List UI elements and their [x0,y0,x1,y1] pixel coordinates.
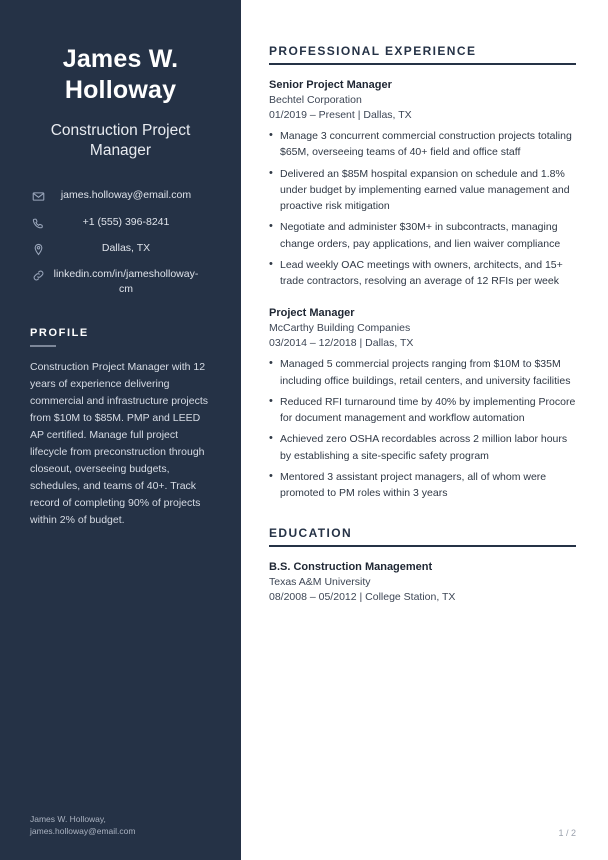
contact-item-linkedin [30,267,211,297]
education-meta: 08/2008 – 05/2012 | College Station, TX [269,590,456,603]
profile-heading: PROFILE [30,327,89,340]
main-content [241,0,608,860]
contact-item-email [30,188,211,203]
education-heading: EDUCATION [269,525,353,540]
envelope-icon [30,188,46,203]
contact-email-text[interactable]: james.holloway@email.com [60,189,192,202]
education-section [269,526,576,603]
job-title: Senior Project Manager [269,79,392,91]
job-bullet: • Mentored 3 assistant project managers, all of whom were promoted to PM roles within 3 years [269,469,576,502]
job-entry [269,79,576,289]
experience-heading-rule [269,63,576,65]
footer-name: James W. Holloway, [30,813,106,824]
job-company: McCarthy Building Companies [269,322,411,335]
contact-item-location [30,241,211,256]
education-heading-rule [269,545,576,547]
link-icon [30,267,46,282]
experience-section [269,44,576,502]
job-bullets [269,128,576,289]
job-bullet: • Negotiate and administer $30M+ in subcontracts, managing change orders, pay applications, and lien waiver compliance [269,219,576,252]
contact-phone-text[interactable]: +1 (555) 396-8241 [82,215,170,228]
profile-text: Construction Project Manager with 12 years of experience delivering commercial and infrastructure projects from $10M to $85M. PMP and LEED AP certified. Manage full project lifecycle from preconstruction through closeout, overseeing budgets, schedules, and teams of 40+. Track record of completing 90% of projects within 2% of budget. [30,361,208,527]
contact-item-phone [30,215,211,230]
job-title: Project Manager [269,307,355,320]
job-bullet: • Achieved zero OSHA recordables across 2 million labor hours by establishing a site-specific safety program [269,431,576,464]
education-school: Texas A&M University [269,575,371,588]
profile-heading-rule [30,345,56,347]
experience-heading: PROFESSIONAL EXPERIENCE [269,44,477,58]
job-meta: 03/2014 – 12/2018 | Dallas, TX [269,337,414,350]
candidate-name: James W. Holloway [62,45,179,105]
education-entry [269,561,576,603]
sidebar [0,0,241,860]
job-bullet: • Delivered an $85M hospital expansion on schedule and 1.8% under budget by implementing earned value management and proactive risk mitigation [269,166,576,215]
job-bullet: • Lead weekly OAC meetings with owners, architects, and 15+ trade contractors, resolving an average of 12 RFIs per week [269,257,576,290]
job-company: Bechtel Corporation [269,94,362,106]
job-meta: 01/2019 – Present | Dallas, TX [269,109,412,121]
contact-list [30,188,211,297]
job-bullet: • Reduced RFI turnaround time by 40% by implementing Procore for document management and workflow automation [269,394,576,427]
page-number: 1 / 2 [558,828,576,838]
contact-location-text: Dallas, TX [101,241,151,254]
phone-icon [30,215,46,230]
job-bullet: • Manage 3 concurrent commercial construction projects totaling $65M, overseeing teams of 40+ field and office staff [269,128,576,161]
sidebar-footer [30,813,135,839]
education-degree: B.S. Construction Management [269,560,433,573]
job-entry [269,307,576,501]
contact-linkedin-text[interactable]: linkedin.com/in/jamesholloway-cm [53,268,199,296]
footer-email: james.holloway@email.com [30,826,136,837]
candidate-title: Construction Project Manager [50,121,191,160]
job-bullets [269,356,576,501]
map-pin-icon [30,241,46,256]
job-bullet: • Managed 5 commercial projects ranging from $10M to $35M including office buildings, retail centers, and university facilities [269,356,576,389]
